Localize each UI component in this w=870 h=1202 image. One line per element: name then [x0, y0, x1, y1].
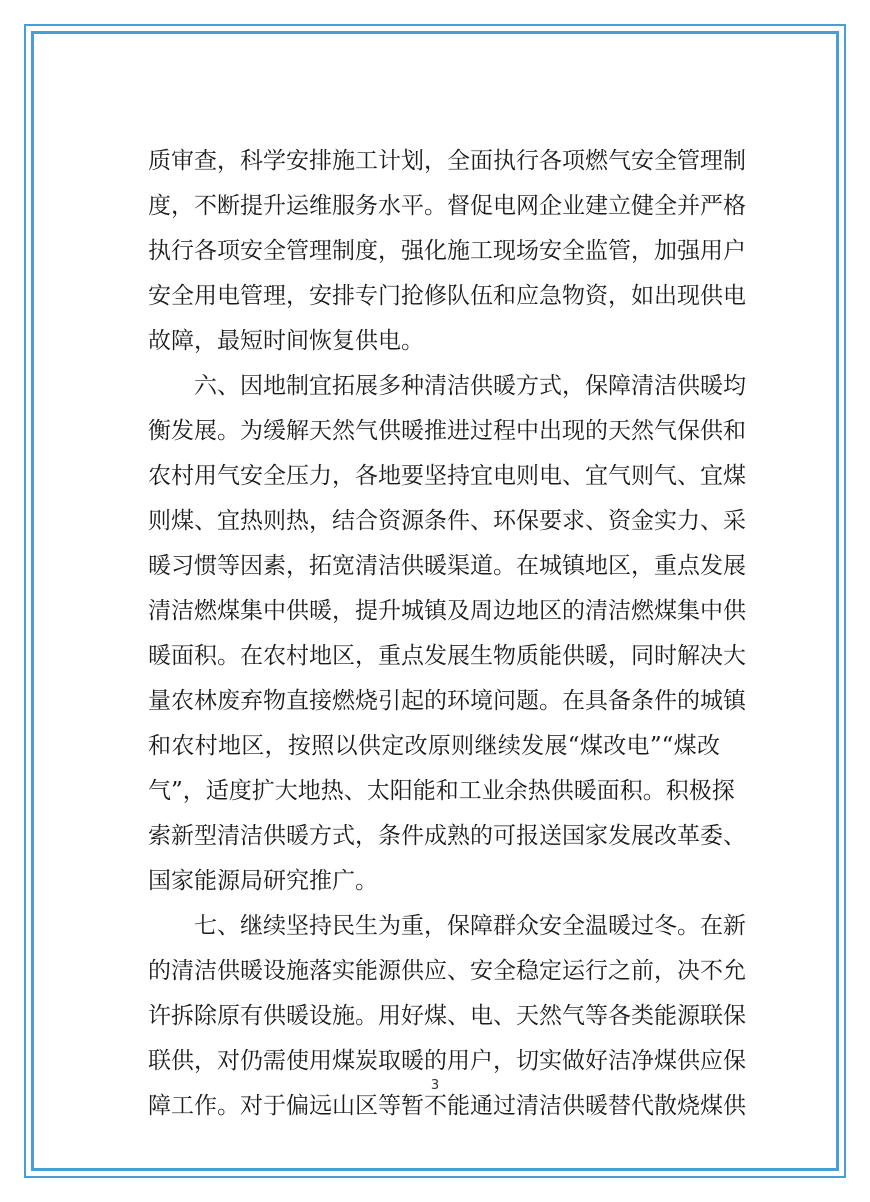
text-line: 和农村地区，按照以供定改原则继续发展“煤改电”“煤改: [148, 733, 720, 759]
text-line: 度，不断提升运维服务水平。督促电网企业建立健全并严格: [148, 193, 746, 219]
text-line: 暖习惯等因素，拓宽清洁供暖渠道。在城镇地区，重点发展: [148, 553, 746, 579]
text-line: 的清洁供暖设施落实能源供应、安全稳定运行之前，决不允: [148, 958, 746, 984]
text-line: 安全用电管理，安排专门抢修队伍和应急物资，如出现供电: [148, 283, 746, 309]
section-heading-line: 七、继续坚持民生为重，保障群众安全温暖过冬。在新: [194, 913, 746, 939]
text-line: 执行各项安全管理制度，强化施工现场安全监管，加强用户: [148, 238, 746, 264]
document-body: [148, 139, 746, 1129]
text-line: 许拆除原有供暖设施。用好煤、电、天然气等各类能源联保: [148, 1003, 746, 1029]
text-line: 联供，对仍需使用煤炭取暖的用户，切实做好洁净煤供应保: [148, 1048, 746, 1074]
text-line: 故障，最短时间恢复供电。: [148, 328, 424, 354]
text-line: 农村用气安全压力，各地要坚持宜电则电、宜气则气、宜煤: [148, 463, 746, 489]
text-line: 清洁燃煤集中供暖，提升城镇及周边地区的清洁燃煤集中供: [148, 598, 746, 624]
page-number: 3: [430, 1078, 440, 1093]
text-line: 国家能源局研究推广。: [148, 868, 378, 894]
text-line: 量农林废弃物直接燃烧引起的环境问题。在具备条件的城镇: [148, 688, 746, 714]
text-line: 则煤、宜热则热，结合资源条件、环保要求、资金实力、采: [148, 508, 746, 534]
text-line: 质审查，科学安排施工计划，全面执行各项燃气安全管理制: [148, 148, 746, 174]
text-line: 衡发展。为缓解天然气供暖推进过程中出现的天然气保供和: [148, 418, 746, 444]
text-line: 暖面积。在农村地区，重点发展生物质能供暖，同时解决大: [148, 643, 746, 669]
text-line: 障工作。对于偏远山区等暂不能通过清洁供暖替代散烧煤供: [148, 1093, 746, 1119]
section-heading-line: 六、因地制宜拓展多种清洁供暖方式，保障清洁供暖均: [194, 373, 746, 399]
text-line: 索新型清洁供暖方式，条件成熟的可报送国家发展改革委、: [148, 823, 746, 849]
text-line: 气”，适度扩大地热、太阳能和工业余热供暖面积。积极探: [148, 778, 735, 804]
